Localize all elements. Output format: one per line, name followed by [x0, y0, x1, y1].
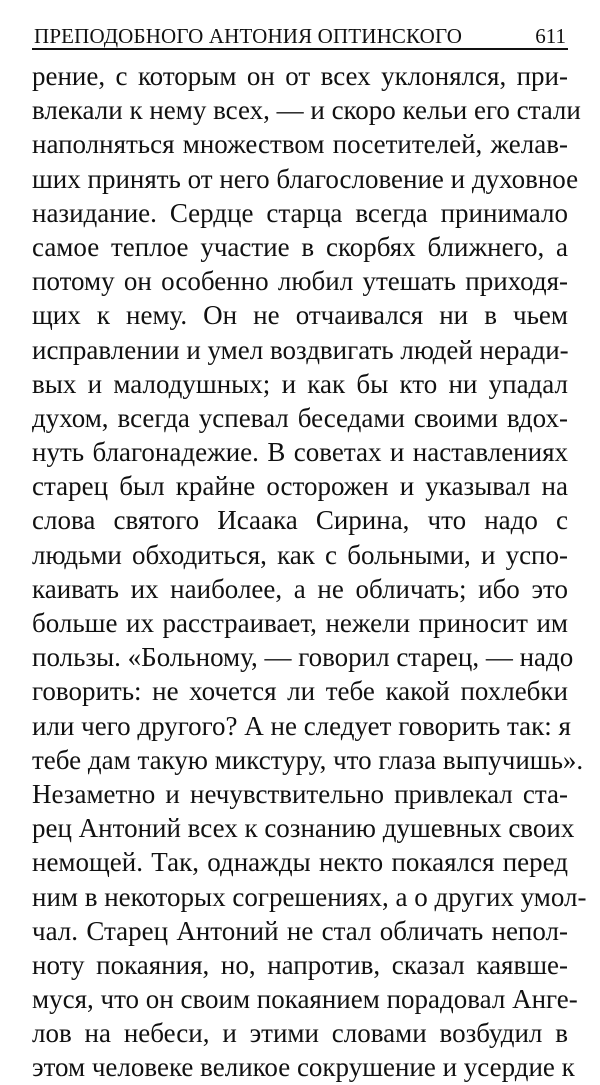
text-line: говорить: не хочется ли тебе какой похлебки: [32, 676, 568, 707]
text-line: Незаметно и нечувствительно привлекал ста-: [32, 778, 568, 809]
text-line: назидание. Сердце старца всегда принимало: [32, 197, 568, 228]
text-line: духом, всегда успевал беседами своими вдох-: [32, 402, 568, 433]
text-line: самое теплое участие в скорбях ближнего, а: [32, 231, 568, 262]
text-line: старец был крайне осторожен и указывал на: [32, 471, 568, 502]
text-line: тебе дам такую микстуру, что глаза выпучишь».: [32, 744, 584, 775]
text-line: слова святого Исаака Сирина, что надо с: [32, 505, 568, 536]
text-line: людьми обходиться, как с больными, и успо-: [32, 539, 568, 570]
text-line: ших принять от него благословение и духовное: [32, 163, 579, 194]
text-line: чал. Старец Антоний не стал обличать непол-: [32, 915, 568, 946]
text-line: или чего другого? А не следует говорить так: я: [32, 710, 571, 741]
text-line: ноту покаяния, но, напротив, сказал каявше-: [32, 949, 568, 980]
text-line: исправлении и умел воздвигать людей неради-: [32, 334, 569, 365]
text-line: рец Антоний всех к сознанию душевных своих: [32, 813, 575, 844]
text-line: рение, с которым он от всех уклонялся, при-: [32, 61, 568, 91]
book-page: [32, 0, 587, 1083]
text-line: вых и малодушных; и как бы кто ни упадал: [32, 368, 568, 399]
text-line: больше их расстраивает, нежели приносит им: [32, 608, 568, 638]
text-line: пользы. «Больному, — говорил старец, — надо: [32, 642, 574, 673]
text-line: немощей. Так, однажды некто покаялся перед: [32, 847, 568, 878]
running-title: ПРЕПОДОБНОГО АНТОНИЯ ОПТИНСКОГО: [34, 24, 463, 48]
text-line: потому он особенно любил утешать приходя-: [32, 266, 568, 297]
text-line: муся, что он своим покаянием порадовал Анге-: [32, 984, 578, 1015]
text-line: этом человеке великое сокрушение и усердие к: [32, 1052, 575, 1083]
page-number: 611: [535, 24, 566, 48]
text-line: нуть благонадежие. В советах и наставлениях: [32, 437, 568, 468]
text-line: влекали к нему всех, — и скоро кельи его стали: [32, 95, 581, 126]
text-line: каивать их наиболее, а не обличать; ибо это: [32, 573, 568, 604]
body-text: [32, 59, 587, 1085]
text-line: ним в некоторых согрешениях, а о других умол-: [32, 881, 587, 912]
text-line: щих к нему. Он не отчаивался ни в чьем: [32, 300, 568, 331]
text-line: наполняться множеством посетителей, желав-: [32, 129, 568, 160]
text-line: лов на небеси, и этими словами возбудил в: [32, 1018, 568, 1049]
running-header: [32, 22, 568, 50]
